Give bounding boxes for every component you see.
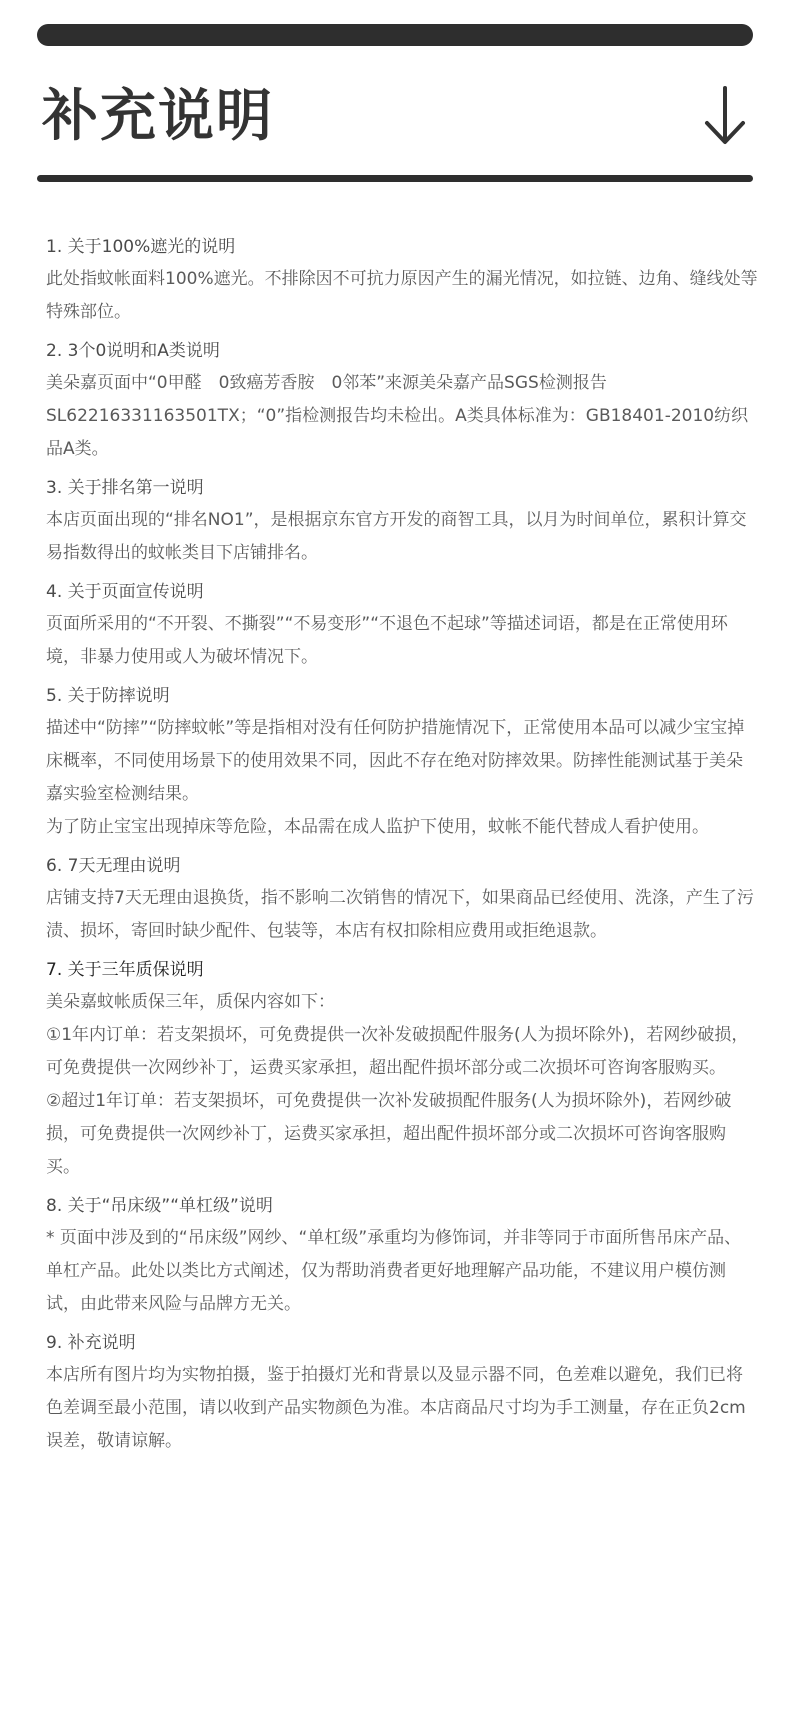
section-paragraph: ②超过1年订单：若支架损坏，可免费提供一次补发破损配件服务(人为损坏除外)，若网纱破损，可免费提供一次网纱补丁，运费买家承担，超出配件损坏部分或二次损坏可咨询客服购买。 bbox=[46, 1091, 732, 1177]
section-heading: 6. 7天无理由说明 bbox=[46, 856, 181, 876]
section-paragraph: 描述中“防摔”“防摔蚊帐”等是指相对没有任何防护措施情况下，正常使用本品可以减少宝宝掉床概率，不同使用场景下的使用效果不同，因此不存在绝对防摔效果。防摔性能测试基于美朵嘉实验室检测结果。 bbox=[46, 718, 745, 804]
section-light-blocking bbox=[46, 231, 758, 329]
arrow-down-icon bbox=[702, 86, 748, 146]
section-heading: 8. 关于“吊床级”“单杠级”说明 bbox=[46, 1196, 273, 1216]
section-paragraph: 页面所采用的“不开裂、不撕裂”“不易变形”“不退色不起球”等描述词语，都是在正常使用环境，非暴力使用或人为破坏情况下。 bbox=[46, 614, 728, 667]
section-heading: 4. 关于页面宣传说明 bbox=[46, 582, 204, 602]
section-three-zero bbox=[46, 335, 758, 466]
title-divider bbox=[37, 175, 753, 182]
section-ranking bbox=[46, 472, 758, 570]
section-paragraph: 本店所有图片均为实物拍摄，鉴于拍摄灯光和背景以及显示器不同，色差难以避免，我们已将色差调至最小范围，请以收到产品实物颜色为准。本店商品尺寸均为手工测量，存在正负2cm误差，敬请谅解。 bbox=[46, 1365, 746, 1451]
section-paragraph: 店铺支持7天无理由退换货，指不影响二次销售的情况下，如果商品已经使用、洗涤，产生了污渍、损坏，寄回时缺少配件、包装等，本店有权扣除相应费用或拒绝退款。 bbox=[46, 888, 754, 941]
section-heading: 9. 补充说明 bbox=[46, 1333, 136, 1353]
section-paragraph: 为了防止宝宝出现掉床等危险，本品需在成人监护下使用，蚊帐不能代替成人看护使用。 bbox=[46, 817, 709, 837]
section-hammock-bar bbox=[46, 1190, 758, 1321]
notes-content bbox=[46, 231, 758, 1464]
section-paragraph: * 页面中涉及到的“吊床级”网纱、“单杠级”承重均为修饰词，并非等同于市面所售吊床产品、单杠产品。此处以类比方式阐述，仅为帮助消费者更好地理解产品功能，不建议用户模仿测试，由此带来风险与品牌方无关。 bbox=[46, 1228, 742, 1314]
section-anti-fall bbox=[46, 680, 758, 844]
page-title: 补充说明 bbox=[42, 84, 274, 149]
section-warranty bbox=[46, 954, 758, 1184]
section-supplement bbox=[46, 1327, 758, 1458]
section-promotion bbox=[46, 576, 758, 674]
section-paragraph: 美朵嘉蚊帐质保三年，质保内容如下： bbox=[46, 992, 335, 1012]
section-heading: 7. 关于三年质保说明 bbox=[46, 960, 204, 980]
section-paragraph: 美朵嘉页面中“0甲醛 0致癌芳香胺 0邻苯”来源美朵嘉产品SGS检测报告SL62216331163501TX；“0”指检测报告均未检出。A类具体标准为：GB18401-2010纺织品A类。 bbox=[46, 373, 749, 459]
section-paragraph: ①1年内订单：若支架损坏，可免费提供一次补发破损配件服务(人为损坏除外)，若网纱破损，可免费提供一次网纱补丁，运费买家承担，超出配件损坏部分或二次损坏可咨询客服购买。 bbox=[46, 1025, 749, 1078]
section-paragraph: 此处指蚊帐面料100%遮光。不排除因不可抗力原因产生的漏光情况，如拉链、边角、缝线处等特殊部位。 bbox=[46, 269, 758, 322]
section-heading: 1. 关于100%遮光的说明 bbox=[46, 237, 236, 257]
section-paragraph: 本店页面出现的“排名NO1”，是根据京东官方开发的商智工具，以月为时间单位，累积计算交易指数得出的蚊帐类目下店铺排名。 bbox=[46, 510, 747, 563]
section-heading: 3. 关于排名第一说明 bbox=[46, 478, 204, 498]
section-heading: 2. 3个0说明和A类说明 bbox=[46, 341, 220, 361]
top-bar bbox=[37, 24, 753, 46]
section-seven-day-return bbox=[46, 850, 758, 948]
section-heading: 5. 关于防摔说明 bbox=[46, 686, 170, 706]
